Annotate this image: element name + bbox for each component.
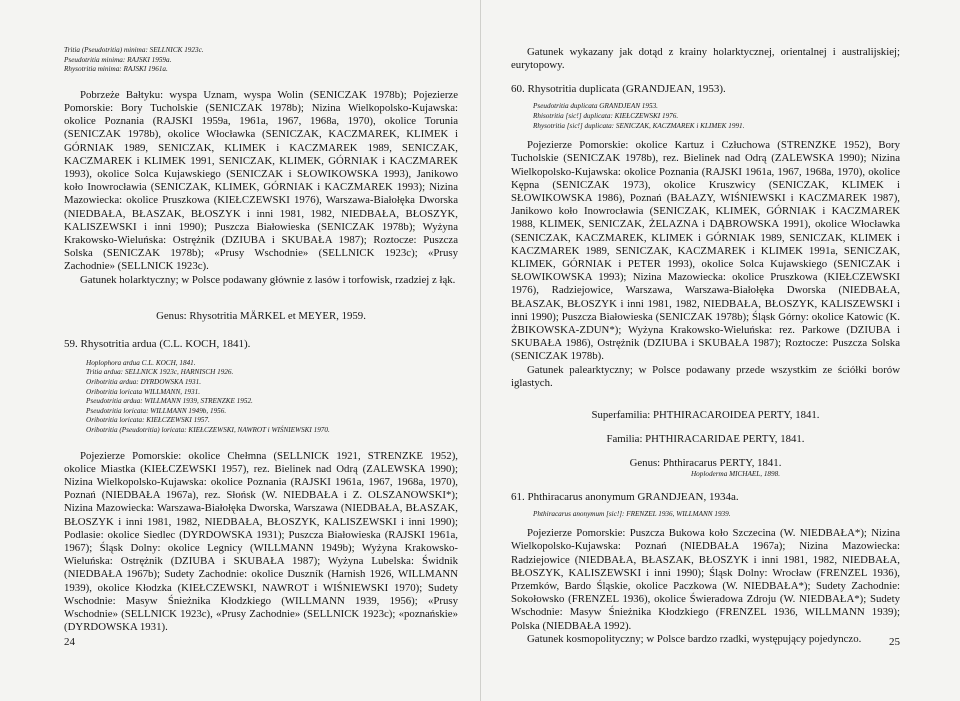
synonym-line: Tritia ardua: SELLNICK 1923c, HARNISCH 1926. bbox=[86, 368, 234, 377]
superfamily-heading: Superfamilia: PHTHIRACAROIDEA PERTY, 1841. bbox=[591, 409, 820, 422]
family-heading: Familia: PHTHIRACARIDAE PERTY, 1841. bbox=[606, 433, 805, 446]
synonym-line: Oribotritia (Pseudotritia) loricata: KIEŁCZEWSKI, NAWROT i WIŚNIEWSKI 1970. bbox=[86, 425, 330, 434]
synonym-line: Pseudotritia minima: RAJSKI 1959a. bbox=[64, 55, 172, 64]
synonym-line: Pseudotritia loricata: WILLMANN 1949b, 1956. bbox=[86, 406, 227, 415]
distribution-paragraph: Pobrzeże Bałtyku: wyspa Uznam, wyspa Wolin (SENICZAK 1978b); Pojezierze Pomorskie: Bory Tucholskie (SENICZAK 1978b); Nizina Wielkopolsko-Kujawska: okolice Poznania (RAJSKI 1959a, 1961a, 1967, 1968a, 1970), okolice Torunia (SENICZAK 1978b), okolice Włocławka (SENICZAK, KACZMAREK, KLIMEK i GÓRNIAK 1989, SENICZAK, KLIMEK i KACZMAREK 1989, SENICZAK, KACZMAREK i KLIMEK 1991, SENICZAK, KLIMEK, GÓRNIAK i KACZMAREK 1993), okolice Solca Kujawskiego (SENICZAK i SŁOWIKOWSKA 1993), Janikowo koło Inowrocławia (SENICZAK, KLIMEK, GÓRNIAK i KACZMAREK 1993); Nizina Mazowiecka: okolice Pruszkowa (KIEŁCZEWSKI 1976), Warszawa-Białołęka Dworska (NIEDBAŁA, BŁASZAK, BŁOSZYK i inni 1981, 1982, NIEDBAŁA, BŁOSZYK, KALISZEWSKI i inni 1990); Puszcza Białowieska (SENICZAK 1978b); Wyżyna Krakowsko-Wieluńska: Ostrężnik (DZIUBA i SKUBAŁA 1987); Roztocze: Puszcza Solska (SENICZAK 1978b); «Prusy Wschodnie» (SELLNICK 1923c); «Prusy Zachodnie» (SELLNICK 1923c). bbox=[64, 88, 458, 273]
page-number: 24 bbox=[64, 636, 75, 648]
synonym-line: Pseudotritia ardua: WILLMANN 1939, STRENZKE 1952. bbox=[86, 397, 253, 406]
synonymy-top bbox=[64, 46, 458, 75]
ecology-paragraph: Gatunek holarktyczny; w Polsce podawany głównie z lasów i torfowisk, rzadziej z łąk. bbox=[80, 273, 456, 286]
species-heading: 59. Rhysotritia ardua (C.L. KOCH, 1841). bbox=[64, 337, 251, 350]
page-number: 25 bbox=[889, 636, 900, 648]
synonym-line: Rhysotritia minima: RAJSKI 1961a. bbox=[64, 65, 168, 74]
synonym-line: Phthiracarus anonymum [sic!]: FRENZEL 1936, WILLMANN 1939. bbox=[533, 509, 731, 518]
genus-synonym: Hoploderma MICHAEL, 1898. bbox=[690, 470, 781, 479]
synonymy-list bbox=[64, 359, 458, 436]
species-heading: 60. Rhysotritia duplicata (GRANDJEAN, 1953). bbox=[511, 83, 726, 96]
synonymy-list bbox=[511, 102, 900, 131]
genus-heading: Genus: Phthiracarus PERTY, 1841. bbox=[629, 457, 782, 470]
synonym-line: Rhysotritia [sic!] duplicata: SENICZAK, KACZMAREK i KLIMEK 1991. bbox=[533, 121, 745, 130]
synonym-line: Tritia (Pseudotritia) minima: SELLNICK 1923c. bbox=[64, 46, 204, 54]
genus-heading: Genus: Rhysotritia MÄRKEL et MEYER, 1959. bbox=[156, 309, 366, 322]
distribution-paragraph: Pojezierze Pomorskie: Puszcza Bukowa koło Szczecina (W. NIEDBAŁA*); Nizina Wielkopolsko-Kujawska: Poznań (NIEDBAŁA 1967a); Nizina Mazowiecka: Radziejowice (NIEDBAŁA, BŁASZAK, BŁOSZYK i inni 1981, 1982, NIEDBAŁA, BŁOSZYK, KALISZEWSKI i inni 1990); Śląsk Dolny: Wrocław (FRENZEL 1936), Przemków, Bardo Śląskie, okolice Paczkowa (W. NIEDBAŁA*); Sudety Zachodnie: Sokołowsko (FRENZEL 1936), okolice Świeradowa Zdroju (W. NIEDBAŁA*); Sudety Wschodnie: Masyw Śnieżnika Kłodzkiego (FRENZEL 1936, WILLMANN 1939); Polska (NIEDBAŁA 1992). bbox=[511, 527, 900, 632]
synonym-line: Oribotritia loricata: KIEŁCZEWSKI 1957. bbox=[86, 416, 210, 425]
ecology-paragraph: Gatunek palearktyczny; w Polsce podawany przede wszystkim ze ściółki borów iglastych. bbox=[511, 363, 900, 389]
distribution-paragraph: Pojezierze Pomorskie: okolice Kartuz i Człuchowa (STRENZKE 1952), Bory Tucholskie (SENICZAK 1978b), rez. Bielinek nad Odrą (ZALEWSKA 1990); Nizina Wielkopolsko-Kujawska: okolice Poznania (RAJSKI 1961a, 1967, 1968a, 1970), okolice Kępna (SENICZAK 1973), okolice Kruszwicy (SENICZAK, KLIMEK i SŁOWIKOWSKA 1986), Poznań (BAŁAZY, WIŚNIEWSKI i KACZMAREK 1987), Janikowo koło Inowrocławia (SENICZAK, KLIMEK, GÓRNIAK i KACZMAREK 1988, KLIMEK, SENICZAK, ŻELAZNA i DĄBROWSKA 1991), okolice Włocławka (SENICZAK, KACZMAREK, KLIMEK i GÓRNIAK 1989, SENICZAK, KLIMEK i KACZMAREK 1989, SENICZAK, KACZMAREK i KLIMEK 1991a, SENICZAK, KLIMEK, GÓRNIAK i PETER 1993), okolice Solca Kujawskiego (SENICZAK i SŁOWIKOWSKA 1993); Nizina Mazowiecka: okolice Pruszkowa (KIEŁCZEWSKI 1976), Radziejowice, Warszawa, Warszawa-Białołęka Dworska (NIEDBAŁA, BŁASZAK, BŁOSZYK i inni 1981, 1982, NIEDBAŁA, BŁOSZYK, KALISZEWSKI i inni 1990); Puszcza Białowieska (SENICZAK 1978b); Śląsk Górny: okolice Katowic (K. ŻBIKOWSKA-ZDUN*); Wyżyna Krakowsko-Wieluńska: rez. Parkowe (DZIUBA i SKUBAŁA 1986), Ostrężnik (DZIUBA i SKUBAŁA 1987); Roztocze: Puszcza Solska (SENICZAK 1978b). bbox=[511, 139, 900, 363]
synonym-line: Rhisotritia [sic!] duplicata: KIEŁCZEWSKI 1976. bbox=[533, 112, 679, 120]
distribution-paragraph: Pojezierze Pomorskie: okolice Chełmna (SELLNICK 1921, STRENZKE 1952), okolice Miastka (KIEŁCZEWSKI 1957), rez. Bielinek nad Odrą (ZALEWSKA 1990); Nizina Wielkopolsko-Kujawska: okolice Poznania (RAJSKI 1961a, 1967, 1968a, 1970), Poznań (NIEDBAŁA 1967a), rez. Słońsk (W. NIEDBAŁA i Z. OLSZANOWSKI*); Nizina Mazowiecka: Warszawa-Białołęka Dworska, Warszawa (NIEDBAŁA, BŁASZAK, BŁOSZYK i inni 1981, 1982, NIEDBAŁA, BŁOSZYK, KALISZEWSKI i inni 1990); Podlasie: okolice Siedlec (DYRDOWSKA 1931); Puszcza Białowieska (RAJSKI 1961a, 1967); Śląsk Dolny: okolice Legnicy (WILLMANN 1949b); Wyżyna Krakowsko-Wieluńska: Ostrężnik (DZIUBA i SKUBAŁA 1987); Wyżyna Lubelska: Świdnik (NIEDBAŁA 1967b); Sudety Zachodnie: okolice Duszník (Harnish 1926, WILLMANN 1939), okolice Kłodzka (KIEŁCZEWSKI, NAWROT i WIŚNIEWSKI 1970); Sudety Wschodnie: Masyw Śnieżnika Kłodzkiego (WILLMANN 1939, 1956); «Prusy Wschodnie» (SELLNICK 1923c), «Prusy Zachodnie» (SELLNICK 1923c); «poznańskie» (DYRDOWSKA 1931). bbox=[64, 449, 458, 634]
synonym-line: Oribotritia loricata WILLMANN, 1931. bbox=[86, 387, 201, 396]
synonym-line: Hoplophora ardua C.L. KOCH, 1841. bbox=[86, 358, 196, 367]
ecology-paragraph: Gatunek kosmopolityczny; w Polsce bardzo rzadki, występujący pojedynczo. bbox=[527, 632, 862, 645]
ecology-paragraph: Gatunek wykazany jak dotąd z krainy holarktycznej, orientalnej i australijskiej; eurytopowy. bbox=[511, 46, 900, 72]
synonym-line: Oribotritia ardua: DYRDOWSKA 1931. bbox=[86, 378, 202, 387]
species-heading: 61. Phthiracarus anonymum GRANDJEAN, 1934a. bbox=[511, 490, 739, 503]
right-page bbox=[480, 0, 960, 701]
synonym-line: Pseudotritia duplicata GRANDJEAN 1953. bbox=[533, 102, 658, 111]
